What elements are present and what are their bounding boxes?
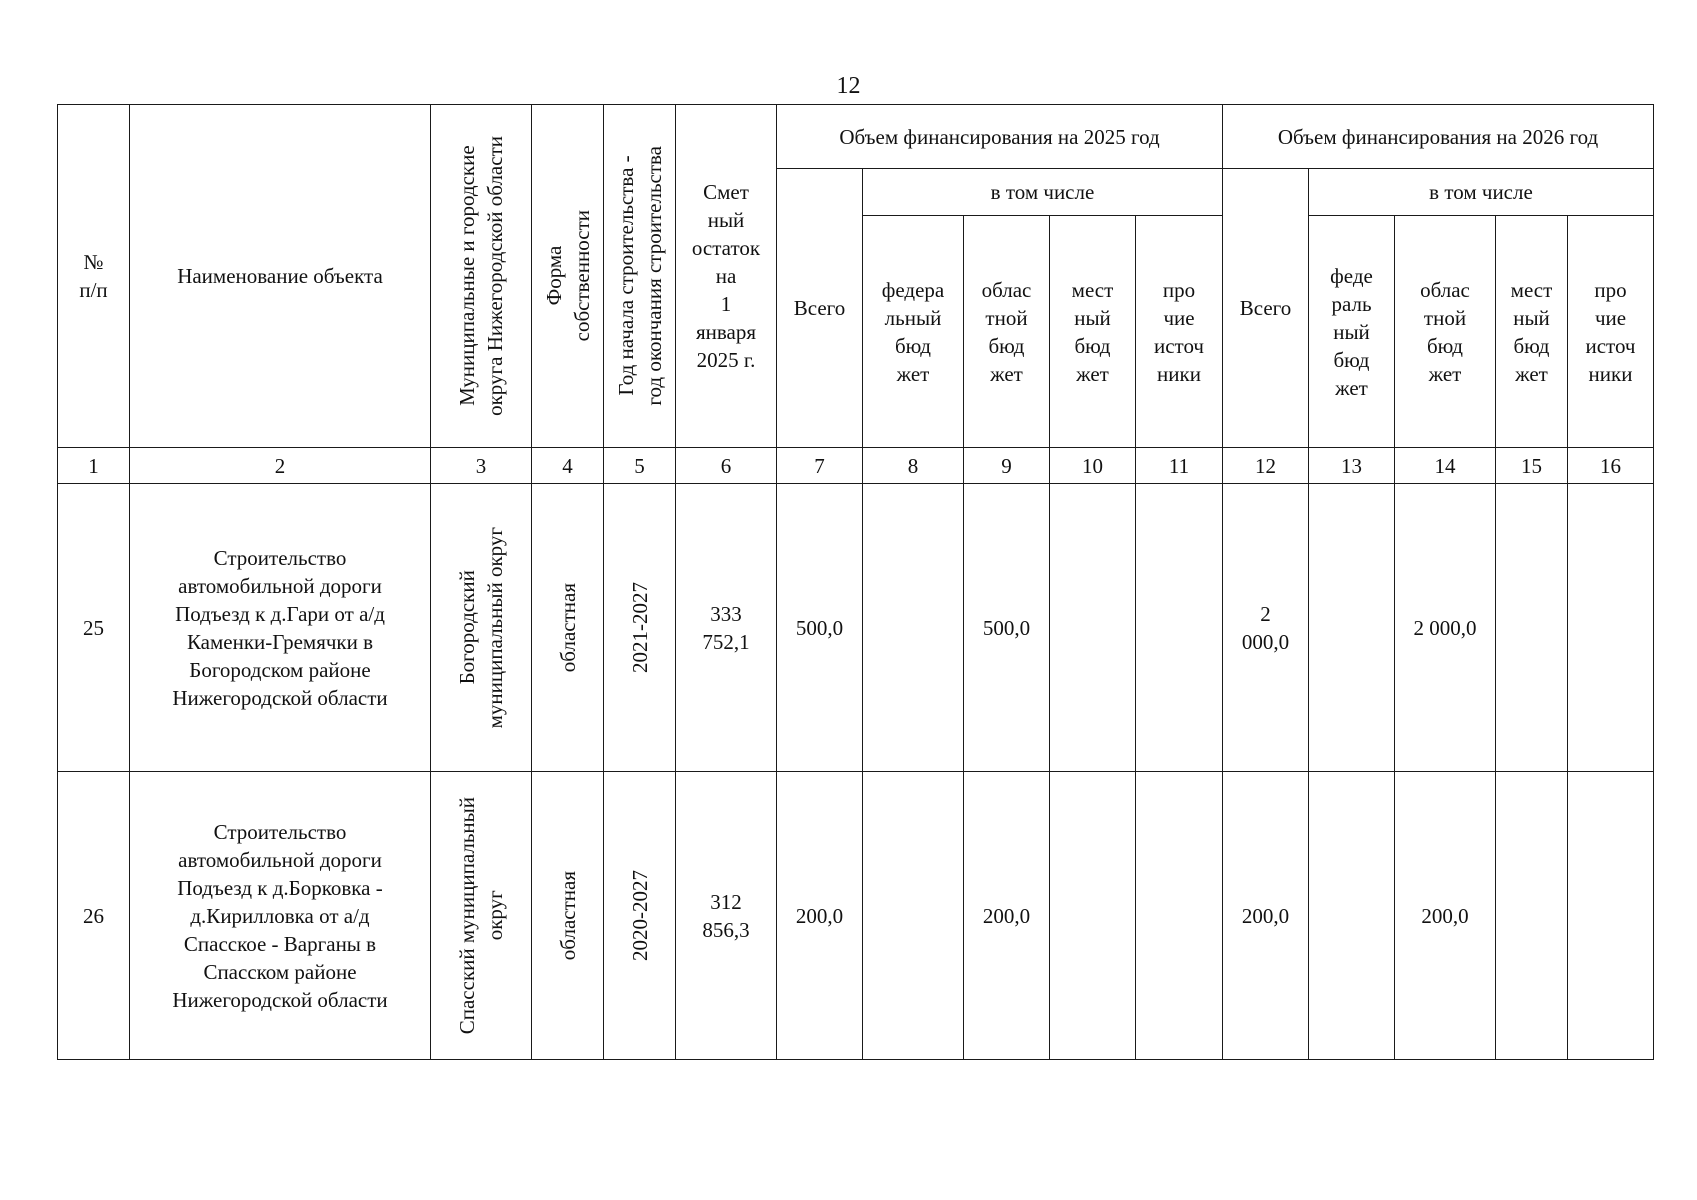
financing-table bbox=[57, 104, 1654, 1060]
row-2026-federal bbox=[1309, 772, 1395, 1060]
column-number: 1 bbox=[58, 448, 130, 484]
column-number: 13 bbox=[1309, 448, 1395, 484]
header-balance: Смет ный остаток на 1 января 2025 г. bbox=[676, 105, 777, 448]
column-number: 4 bbox=[532, 448, 604, 484]
header-years-text: Год начала строительства - год окончания строительства bbox=[613, 146, 666, 406]
row-municipality-text: Спасский муниципальный округ bbox=[455, 796, 507, 1035]
column-number: 14 bbox=[1395, 448, 1496, 484]
row-2025-local bbox=[1050, 772, 1136, 1060]
row-ownership-text: областная bbox=[555, 870, 580, 961]
header-name: Наименование объекта bbox=[130, 105, 431, 448]
row-2025-total: 500,0 bbox=[777, 484, 863, 772]
header-2026-federal: феде раль ный бюд жет bbox=[1309, 216, 1395, 448]
header-2025-title: Объем финансирования на 2025 год bbox=[777, 105, 1223, 169]
row-2025-regional: 200,0 bbox=[964, 772, 1050, 1060]
header-2026-incl: в том числе bbox=[1309, 169, 1654, 216]
row-balance: 312 856,3 bbox=[676, 772, 777, 1060]
row-2025-local bbox=[1050, 484, 1136, 772]
row-municipality bbox=[431, 484, 532, 772]
column-number: 11 bbox=[1136, 448, 1223, 484]
header-municipality bbox=[431, 105, 532, 448]
row-municipality-text: Богородский муниципальный округ bbox=[455, 526, 507, 729]
row-num: 26 bbox=[58, 772, 130, 1060]
column-number: 3 bbox=[431, 448, 532, 484]
header-2025-other: про чие источ ники bbox=[1136, 216, 1223, 448]
row-2025-other bbox=[1136, 772, 1223, 1060]
row-ownership-text: областная bbox=[555, 582, 580, 673]
header-ownership bbox=[532, 105, 604, 448]
header-2025-local: мест ный бюд жет bbox=[1050, 216, 1136, 448]
row-ownership bbox=[532, 484, 604, 772]
row-municipality bbox=[431, 772, 532, 1060]
header-2025-regional: облас тной бюд жет bbox=[964, 216, 1050, 448]
row-2026-regional: 2 000,0 bbox=[1395, 484, 1496, 772]
row-2025-total: 200,0 bbox=[777, 772, 863, 1060]
row-ownership bbox=[532, 772, 604, 1060]
row-2026-local bbox=[1496, 772, 1568, 1060]
row-2025-federal bbox=[863, 484, 964, 772]
column-number: 8 bbox=[863, 448, 964, 484]
row-years-text: 2021-2027 bbox=[627, 582, 652, 673]
row-2025-other bbox=[1136, 484, 1223, 772]
column-number: 5 bbox=[604, 448, 676, 484]
header-row-top bbox=[58, 105, 1654, 169]
header-2026-regional: облас тной бюд жет bbox=[1395, 216, 1496, 448]
row-2026-other bbox=[1568, 772, 1654, 1060]
row-2026-total: 200,0 bbox=[1223, 772, 1309, 1060]
row-2026-federal bbox=[1309, 484, 1395, 772]
header-2025-federal: федера льный бюд жет bbox=[863, 216, 964, 448]
row-2025-federal bbox=[863, 772, 964, 1060]
header-num: № п/п bbox=[58, 105, 130, 448]
row-2026-other bbox=[1568, 484, 1654, 772]
column-number: 15 bbox=[1496, 448, 1568, 484]
header-years bbox=[604, 105, 676, 448]
column-number: 10 bbox=[1050, 448, 1136, 484]
column-number: 16 bbox=[1568, 448, 1654, 484]
header-2025-total: Всего bbox=[777, 169, 863, 448]
header-2026-other: про чие источ ники bbox=[1568, 216, 1654, 448]
column-number: 7 bbox=[777, 448, 863, 484]
table-row bbox=[58, 772, 1654, 1060]
column-number: 6 bbox=[676, 448, 777, 484]
page-number: 12 bbox=[836, 73, 861, 99]
row-years-text: 2020-2027 bbox=[627, 870, 652, 961]
column-number: 2 bbox=[130, 448, 431, 484]
row-object-name: Строительство автомобильной дороги Подъезд к д.Борковка - д.Кирилловка от а/д Спасское - Варганы в Спасском районе Нижегородской области bbox=[130, 772, 431, 1060]
row-balance: 333 752,1 bbox=[676, 484, 777, 772]
row-years bbox=[604, 484, 676, 772]
header-2026-title: Объем финансирования на 2026 год bbox=[1223, 105, 1654, 169]
column-number-row bbox=[58, 448, 1654, 484]
row-2026-total: 2 000,0 bbox=[1223, 484, 1309, 772]
row-num: 25 bbox=[58, 484, 130, 772]
row-object-name: Строительство автомобильной дороги Подъезд к д.Гари от а/д Каменки-Гремячки в Богородском районе Нижегородской области bbox=[130, 484, 431, 772]
row-2026-local bbox=[1496, 484, 1568, 772]
row-2026-regional: 200,0 bbox=[1395, 772, 1496, 1060]
row-2025-regional: 500,0 bbox=[964, 484, 1050, 772]
header-2026-local: мест ный бюд жет bbox=[1496, 216, 1568, 448]
table-row bbox=[58, 484, 1654, 772]
column-number: 9 bbox=[964, 448, 1050, 484]
header-2026-total: Всего bbox=[1223, 169, 1309, 448]
header-municipality-text: Муниципальные и городские округа Нижегородской области bbox=[455, 136, 507, 416]
header-ownership-text: Форма собственности bbox=[541, 210, 594, 342]
row-years bbox=[604, 772, 676, 1060]
header-2025-incl: в том числе bbox=[863, 169, 1223, 216]
column-number: 12 bbox=[1223, 448, 1309, 484]
